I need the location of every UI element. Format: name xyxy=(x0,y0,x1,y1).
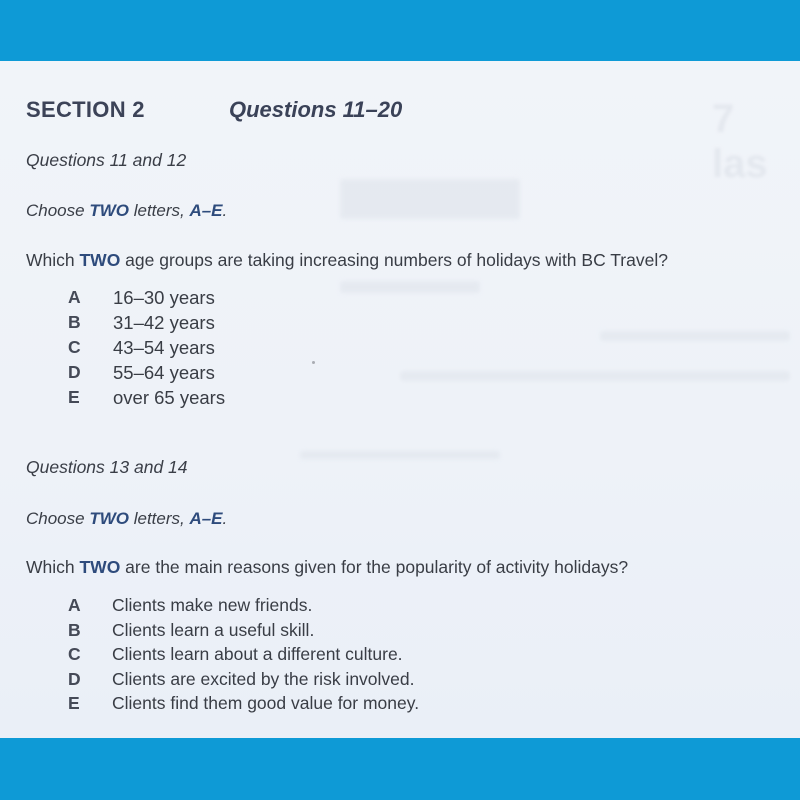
show-through-line xyxy=(340,281,480,293)
question-emphasis: TWO xyxy=(79,557,121,577)
instruction-emphasis: TWO xyxy=(89,201,129,220)
option-letter: E xyxy=(68,693,80,713)
show-through-line xyxy=(400,371,790,381)
question-group-title: Questions 13 and 14 xyxy=(26,457,188,477)
option-text: 43–54 years xyxy=(113,337,215,358)
question-text xyxy=(26,557,628,578)
instruction-suffix: . xyxy=(222,509,228,528)
instruction-prefix: Choose xyxy=(26,509,90,528)
option-text: 31–42 years xyxy=(113,312,215,333)
option-text: Clients learn about a different culture. xyxy=(112,644,403,664)
option-text: Clients find them good value for money. xyxy=(112,693,420,713)
show-through-line xyxy=(600,331,790,341)
question-rest: age groups are taking increasing numbers of holidays with BC Travel? xyxy=(120,250,668,270)
section-question-range: Questions 11–20 xyxy=(229,97,403,122)
question-prefix: Which xyxy=(26,250,80,270)
option-letter: C xyxy=(68,644,81,664)
option-text: over 65 years xyxy=(113,387,226,408)
option-letter: A xyxy=(68,287,81,307)
instruction xyxy=(26,201,227,221)
option-letter: B xyxy=(68,312,81,332)
instruction-prefix: Choose xyxy=(26,201,90,220)
option-letter: C xyxy=(68,337,81,357)
show-through-line xyxy=(300,451,500,459)
paper-speck xyxy=(312,361,315,364)
question-group-title: Questions 11 and 12 xyxy=(26,150,187,170)
bottom-frame-bar xyxy=(0,738,800,800)
option-letter: A xyxy=(68,595,81,615)
option-text: Clients learn a useful skill. xyxy=(112,619,315,640)
option-text: Clients make new friends. xyxy=(112,595,313,615)
exam-page xyxy=(0,61,800,738)
instruction xyxy=(26,509,227,529)
option-letter: E xyxy=(68,387,80,407)
instruction-emphasis: TWO xyxy=(89,509,129,528)
instruction-middle: letters, xyxy=(128,509,190,528)
instruction-range: A–E xyxy=(189,509,223,528)
question-emphasis: TWO xyxy=(79,250,121,270)
option-text: 55–64 years xyxy=(113,362,215,383)
question-text xyxy=(26,250,668,271)
section-label: SECTION 2 xyxy=(26,97,145,122)
instruction-range: A–E xyxy=(189,201,223,220)
option-letter: D xyxy=(68,362,81,382)
question-prefix: Which xyxy=(26,557,80,577)
option-letter: D xyxy=(68,668,81,689)
show-through-text: 7 las xyxy=(712,97,768,186)
instruction-suffix: . xyxy=(222,201,228,220)
option-text: Clients are excited by the risk involved. xyxy=(112,668,415,689)
option-letter: B xyxy=(68,619,81,640)
instruction-middle: letters, xyxy=(128,201,190,220)
top-frame-bar xyxy=(0,0,800,61)
question-rest: are the main reasons given for the popularity of activity holidays? xyxy=(120,557,629,577)
show-through-box xyxy=(340,179,520,219)
option-text: 16–30 years xyxy=(113,287,215,308)
